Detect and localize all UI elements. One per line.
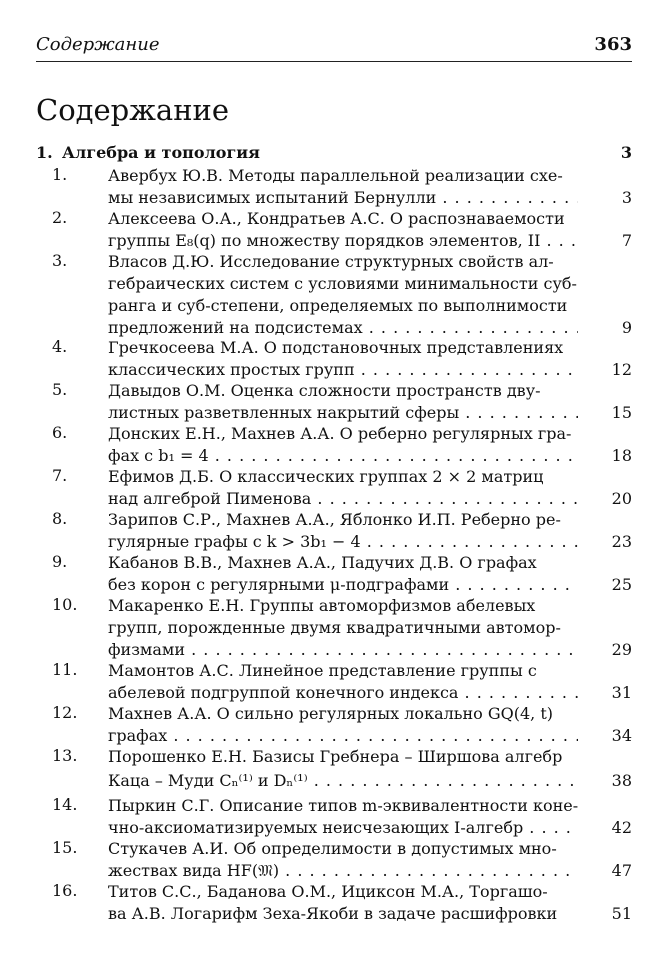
entry-line: жествах вида HF(𝔐) . . . bbox=[108, 860, 578, 882]
running-title: Содержание bbox=[36, 34, 160, 55]
entry-line: ранга и суб-степени, определяемых по выполнимости bbox=[108, 296, 568, 315]
entry-line: ва А.В. Логарифм Зеха-Якоби в задаче расшифровки bbox=[108, 904, 558, 923]
page-title: Содержание bbox=[36, 93, 230, 127]
entry-line: Каца – Муди Cₙ⁽¹⁾ и Dₙ⁽¹⁾ . . . bbox=[108, 770, 578, 792]
entry-number: 14. bbox=[52, 795, 78, 814]
entry-line: Алексеева О.А., Кондратьев А.С. О распознаваемости bbox=[108, 209, 565, 228]
entry-line: гулярные графы с k > 3b₁ − 4 . . . bbox=[108, 531, 578, 553]
entry-page: 15 bbox=[611, 403, 632, 422]
entry-number: 15. bbox=[52, 838, 78, 857]
entry-number: 12. bbox=[52, 703, 78, 722]
entry-number: 4. bbox=[52, 337, 68, 356]
entry-number: 2. bbox=[52, 208, 68, 227]
entry-number: 1. bbox=[52, 165, 68, 184]
entry-line: Махнев А.А. О сильно регулярных локально GQ(4, t) bbox=[108, 704, 554, 723]
entry-page: 7 bbox=[621, 231, 632, 250]
entry-number: 3. bbox=[52, 251, 68, 270]
entry-line: Зарипов С.Р., Махнев А.А., Яблонко И.П. Реберно ре- bbox=[108, 510, 561, 529]
entry-line: Мамонтов А.С. Линейное представление группы с bbox=[108, 661, 537, 680]
entry-page: 3 bbox=[621, 188, 632, 207]
entry-page: 51 bbox=[611, 904, 632, 923]
entry-line: предложений на подсистемах . . . bbox=[108, 317, 578, 339]
entry-page: 12 bbox=[611, 360, 632, 379]
entry-number: 5. bbox=[52, 380, 68, 399]
entry-page: 31 bbox=[611, 683, 632, 702]
entry-page: 38 bbox=[611, 771, 632, 790]
entry-line: классических простых групп . . . bbox=[108, 359, 578, 381]
entry-page: 25 bbox=[611, 575, 632, 594]
entry-line: графах . . . bbox=[108, 725, 578, 747]
entry-line: Пыркин С.Г. Описание типов m-эквивалентности коне- bbox=[108, 796, 578, 815]
entry-page: 18 bbox=[611, 446, 632, 465]
page-number: 363 bbox=[594, 34, 632, 55]
entry-line: Стукачев А.И. Об определимости в допустимых мно- bbox=[108, 839, 557, 858]
entry-line: фах с b₁ = 4 . . . bbox=[108, 445, 578, 467]
entry-line: над алгеброй Пименова . . . bbox=[108, 488, 578, 510]
entry-line: чно-аксиоматизируемых неисчезающих I-алгебр . . . bbox=[108, 817, 578, 839]
entry-line: гебраических систем с условиями минимальности суб- bbox=[108, 274, 577, 293]
entry-page: 47 bbox=[611, 861, 632, 880]
entry-page: 20 bbox=[611, 489, 632, 508]
entry-line: без корон с регулярными μ-подграфами . . . bbox=[108, 574, 578, 596]
entry-number: 6. bbox=[52, 423, 68, 442]
entry-number: 13. bbox=[52, 746, 78, 765]
entry-line: Титов С.С., Баданова О.М., Ициксон М.А., Торгашо- bbox=[108, 882, 548, 901]
entry-number: 11. bbox=[52, 660, 78, 679]
section-title: Алгебра и топология bbox=[62, 143, 260, 162]
entry-number: 7. bbox=[52, 466, 68, 485]
entry-number: 8. bbox=[52, 509, 68, 528]
section-page: 3 bbox=[620, 143, 632, 162]
entry-line: Макаренко Е.Н. Группы автоморфизмов абелевых bbox=[108, 596, 536, 615]
entry-number: 10. bbox=[52, 595, 78, 614]
section-heading[interactable] bbox=[36, 143, 632, 167]
running-header bbox=[36, 34, 632, 58]
header-rule bbox=[36, 61, 632, 62]
entry-line: Гречкосеева М.А. О подстановочных представлениях bbox=[108, 338, 564, 357]
entry-line: Давыдов О.М. Оценка сложности пространств дву- bbox=[108, 381, 541, 400]
entry-line: Порошенко Е.Н. Базисы Гребнера – Ширшова алгебр bbox=[108, 747, 563, 766]
entry-line: мы независимых испытаний Бернулли . . . bbox=[108, 187, 578, 209]
entry-page: 23 bbox=[611, 532, 632, 551]
entry-line: абелевой подгруппой конечного индекса . . . bbox=[108, 682, 578, 704]
entry-line: физмами . . . bbox=[108, 639, 578, 661]
entry-line: листных разветвленных накрытий сферы . . . bbox=[108, 402, 578, 424]
entry-page: 34 bbox=[611, 726, 632, 745]
entry-line: Авербух Ю.В. Методы параллельной реализации схе- bbox=[108, 166, 563, 185]
entry-line: групп, порожденные двумя квадратичными автомор- bbox=[108, 618, 561, 637]
entry-page: 29 bbox=[611, 640, 632, 659]
entry-line: Власов Д.Ю. Исследование структурных свойств ал- bbox=[108, 252, 554, 271]
entry-page: 9 bbox=[621, 318, 632, 337]
entry-page: 42 bbox=[611, 818, 632, 837]
entry-number: 16. bbox=[52, 881, 78, 900]
entry-number: 9. bbox=[52, 552, 68, 571]
section-number: 1. bbox=[36, 143, 53, 162]
entry-line: группы E₈(q) по множеству порядков элементов, II . . . bbox=[108, 230, 578, 252]
entry-line: Кабанов В.В., Махнев А.А., Падучих Д.В. О графах bbox=[108, 553, 537, 572]
entry-line: Донских Е.Н., Махнев А.А. О реберно регулярных гра- bbox=[108, 424, 572, 443]
entry-line: Ефимов Д.Б. О классических группах 2 × 2 матриц bbox=[108, 467, 544, 486]
